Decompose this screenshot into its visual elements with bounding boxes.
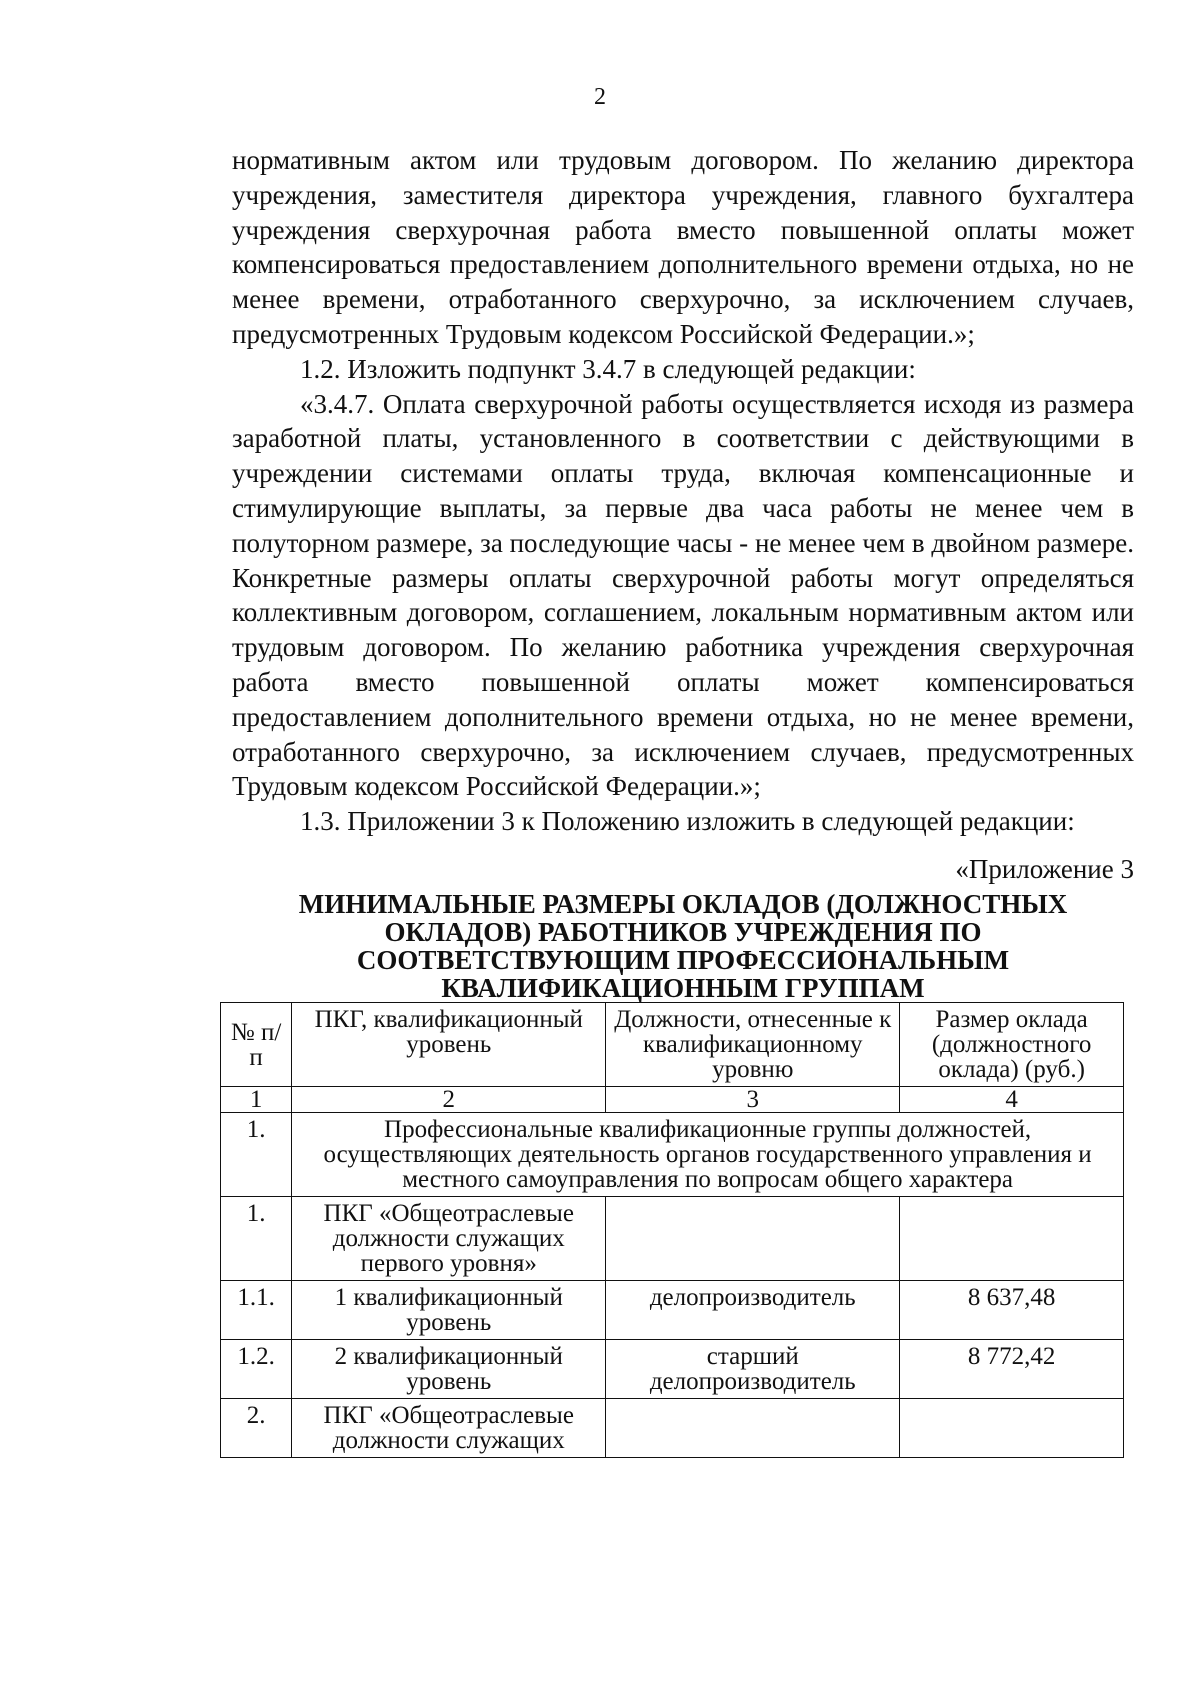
row-position — [606, 1197, 900, 1281]
row-salary — [900, 1399, 1124, 1458]
header-salary: Размер оклада (должностного оклада) (руб.) — [900, 1003, 1124, 1087]
column-numbers-row — [221, 1087, 1124, 1113]
header-pkg: ПКГ, квалификационный уровень — [292, 1003, 606, 1087]
table-header-row — [221, 1003, 1124, 1087]
table-row — [221, 1281, 1124, 1340]
column-number: 4 — [900, 1087, 1124, 1113]
column-number: 2 — [292, 1087, 606, 1113]
row-salary — [900, 1197, 1124, 1281]
paragraph: «3.4.7. Оплата сверхурочной работы осуществляется исходя из размера заработной платы, установленного в соответствии с действующими в учреждении системами оплаты труда, включая компенсационные и стимулирующие выплаты, за первые два часа работы не менее чем в полуторном размере, за последующие часы - не менее чем в двойном размере. Конкретные размеры оплаты сверхурочной работы могут определяться коллективным договором, соглашением, локальным нормативным актом или трудовым договором. По желанию работника учреждения сверхурочная работа вместо повышенной оплаты может компенсироваться предоставлением дополнительного времени отдыха, но не менее времени, отработанного сверхурочно, за исключением случаев, предусмотренных Трудовым кодексом Российской Федерации.»; — [232, 388, 1134, 802]
column-number: 1 — [221, 1087, 292, 1113]
table-row — [221, 1340, 1124, 1399]
row-pkg: ПКГ «Общеотраслевые должности служащих — [292, 1399, 606, 1458]
section-title: Профессиональные квалификационные группы должностей, осуществляющих деятельность органов государственного управления и местного самоуправления по вопросам общего характера — [292, 1113, 1124, 1197]
row-position: делопроизводитель — [606, 1281, 900, 1340]
appendix-label: «Приложение 3 — [955, 854, 1134, 884]
section-num: 1. — [221, 1113, 292, 1197]
header-positions: Должности, отнесенные к квалификационному уровню — [606, 1003, 900, 1087]
row-num: 1.2. — [221, 1340, 292, 1399]
row-num: 1. — [221, 1197, 292, 1281]
row-salary: 8 637,48 — [900, 1281, 1124, 1340]
table-row — [221, 1197, 1124, 1281]
column-number: 3 — [606, 1087, 900, 1113]
row-salary: 8 772,42 — [900, 1340, 1124, 1399]
row-pkg: 2 квалификационный уровень — [292, 1340, 606, 1399]
table-row — [221, 1399, 1124, 1458]
page-number: 2 — [594, 84, 606, 110]
body-text — [232, 143, 1134, 839]
salary-table — [220, 1002, 1124, 1458]
table-title: МИНИМАЛЬНЫЕ РАЗМЕРЫ ОКЛАДОВ (ДОЛЖНОСТНЫХ ОКЛАДОВ) РАБОТНИКОВ УЧРЕЖДЕНИЯ ПО СООТВЕТСТВУЮЩИМ ПРОФЕССИОНАЛЬНЫМ КВАЛИФИКАЦИОННЫМ ГРУППАМ — [298, 889, 1068, 1003]
paragraph: нормативным актом или трудовым договором. По желанию директора учреждения, заместителя директора учреждения, главного бухгалтера учреждения сверхурочная работа вместо повышенной оплаты может компенсироваться предоставлением дополнительного времени отдыха, но не менее времени, отработанного сверхурочно, за исключением случаев, предусмотренных Трудовым кодексом Российской Федерации.»; — [232, 145, 1134, 349]
row-position — [606, 1399, 900, 1458]
header-num: № п/п — [221, 1003, 292, 1087]
row-pkg: ПКГ «Общеотраслевые должности служащих первого уровня» — [292, 1197, 606, 1281]
row-pkg: 1 квалификационный уровень — [292, 1281, 606, 1340]
table-section-row — [221, 1113, 1124, 1197]
row-position: старший делопроизводитель — [606, 1340, 900, 1399]
row-num: 1.1. — [221, 1281, 292, 1340]
paragraph: 1.2. Изложить подпункт 3.4.7 в следующей редакции: — [300, 353, 916, 384]
paragraph: 1.3. Приложении 3 к Положению изложить в следующей редакции: — [300, 806, 1075, 837]
row-num: 2. — [221, 1399, 292, 1458]
